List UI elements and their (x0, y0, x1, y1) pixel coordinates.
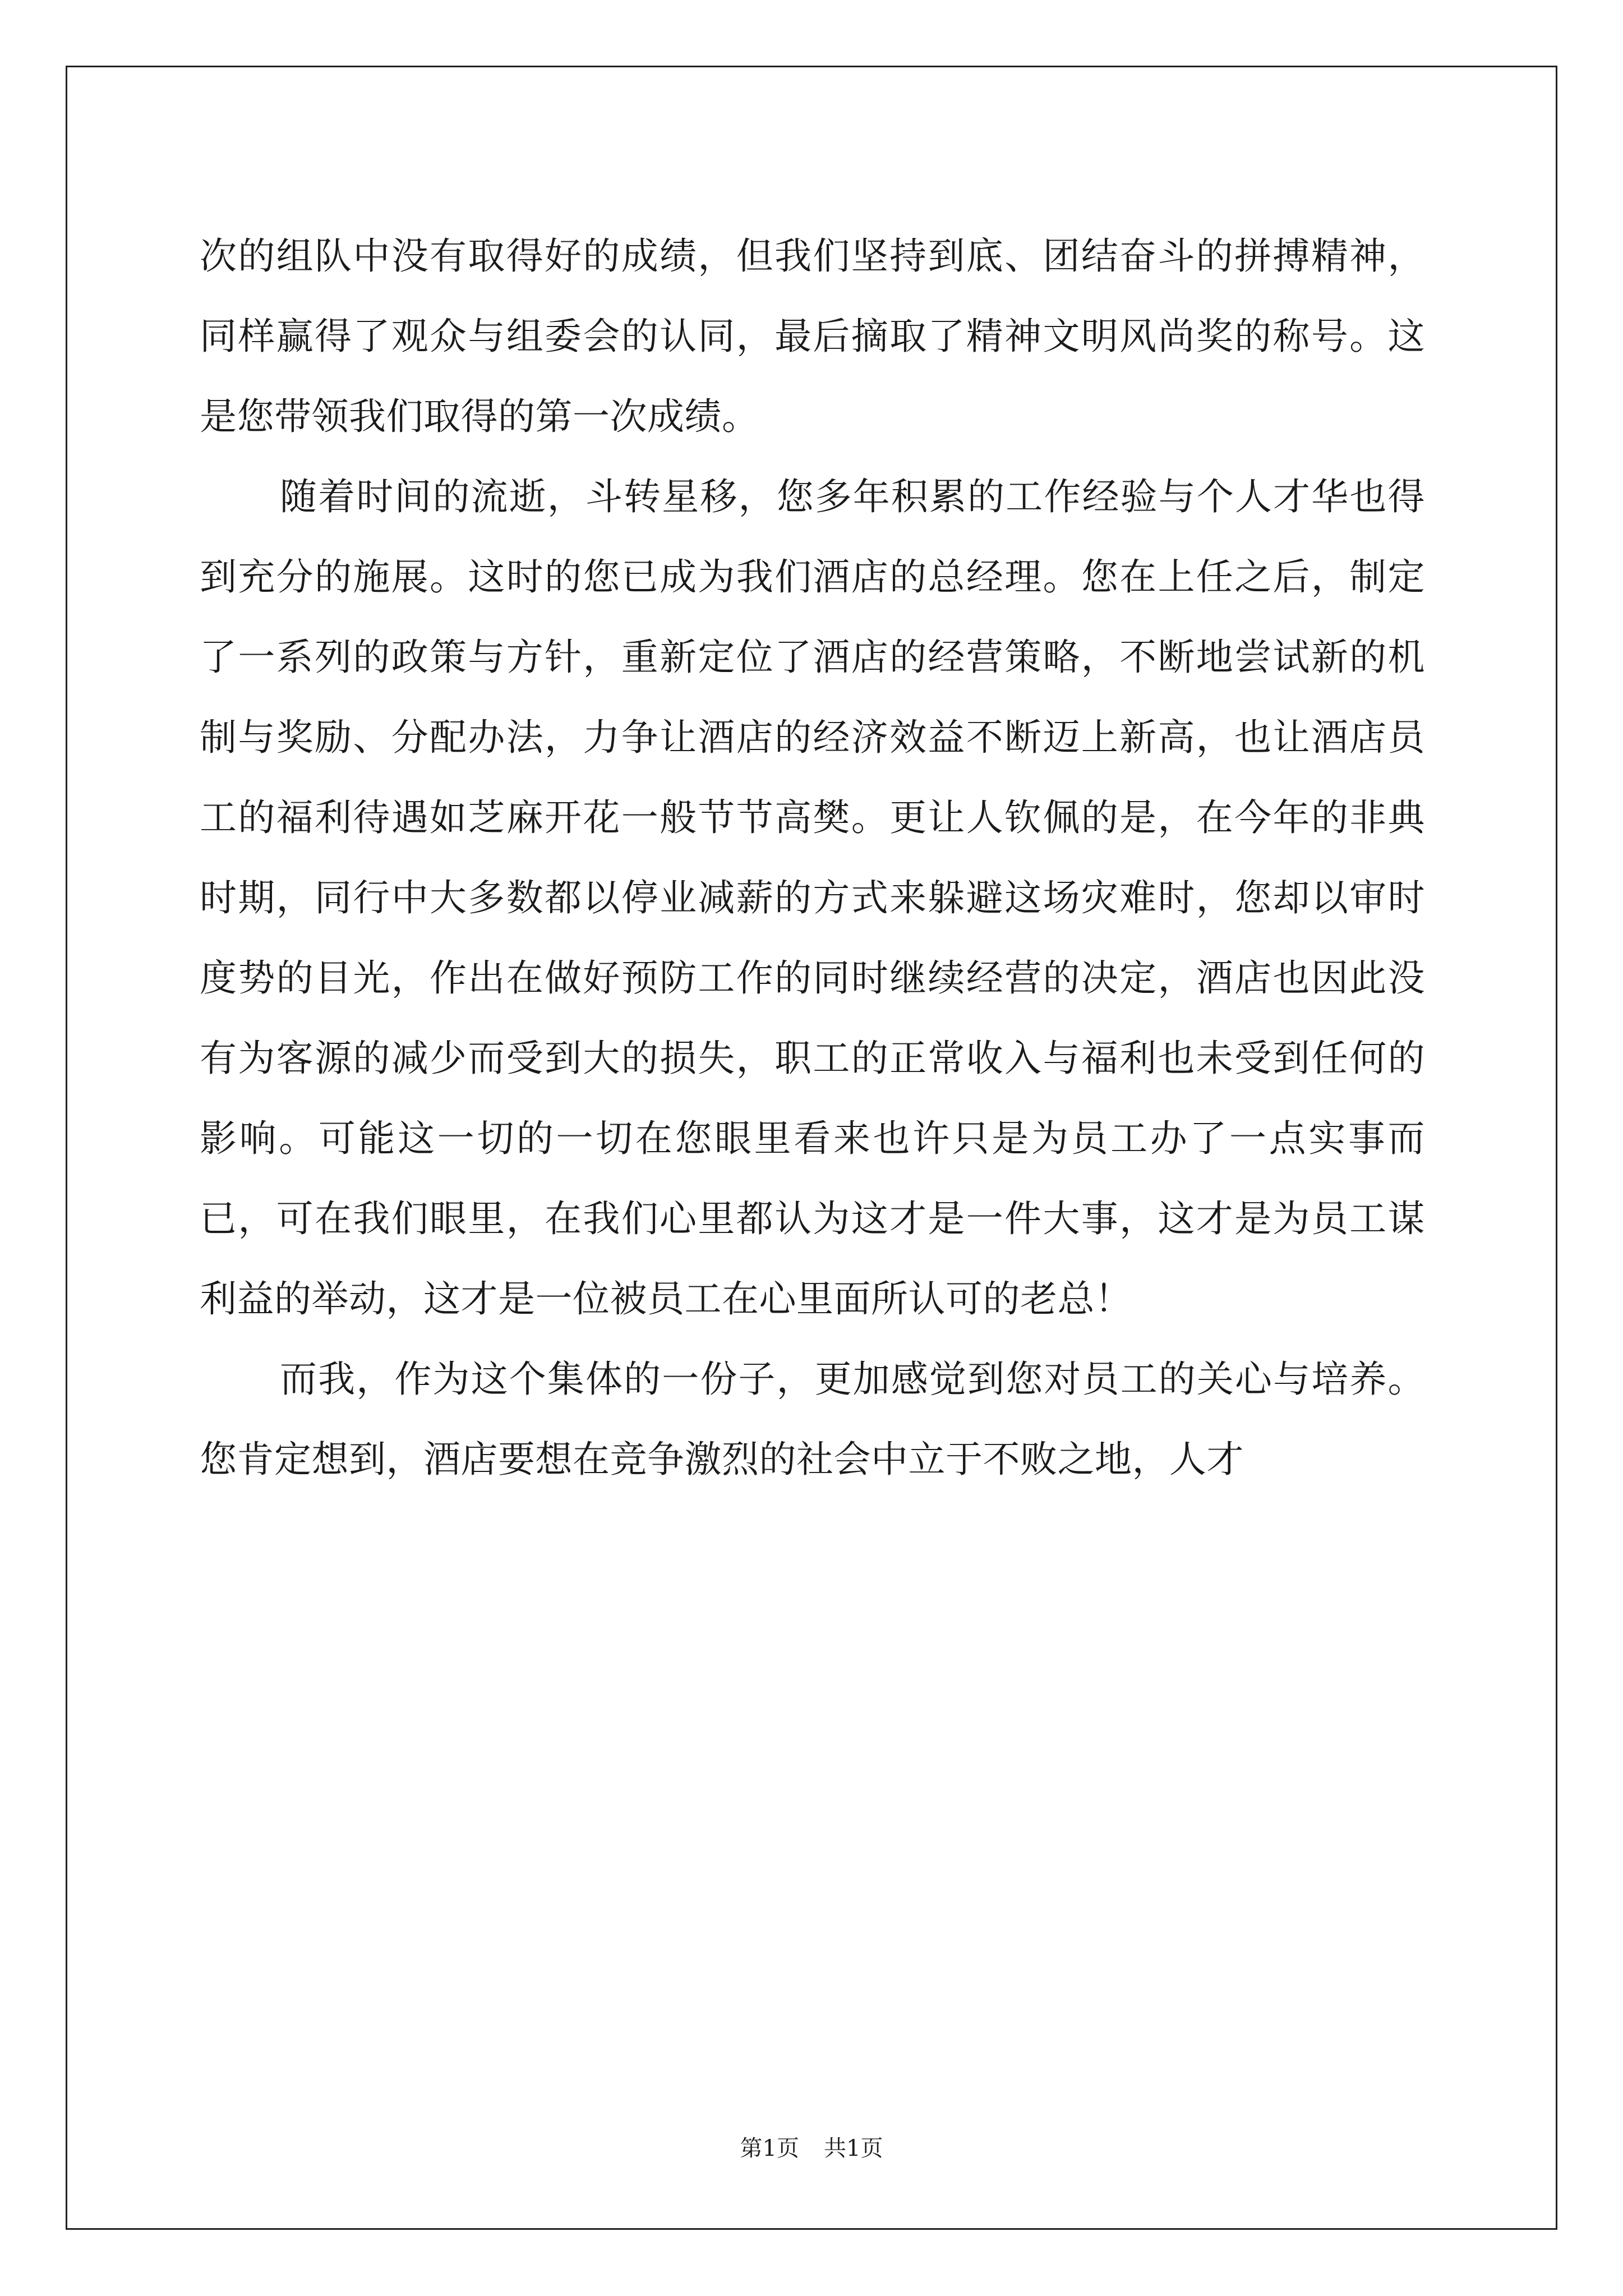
paragraph: 而我，作为这个集体的一份子，更加感觉到您对员工的关心与培养。您肯定想到，酒店要想在竞争激烈的社会中立于不败之地，人才 (200, 1358, 1425, 1481)
document-body (200, 216, 1425, 1499)
page-total: 共1页 (824, 2136, 883, 2161)
paragraph: 次的组队中没有取得好的成绩，但我们坚持到底、团结奋斗的拼搏精神，同样赢得了观众与组委会的认同，最后摘取了精神文明风尚奖的称号。这是您带领我们取得的第一次成绩。 (200, 234, 1425, 438)
page-footer (0, 2132, 1623, 2165)
paragraph: 随着时间的流逝，斗转星移，您多年积累的工作经验与个人才华也得到充分的施展。这时的您已成为我们酒店的总经理。您在上任之后，制定了一系列的政策与方针，重新定位了酒店的经营策略，不断地尝试新的机制与奖励、分配办法，力争让酒店的经济效益不断迈上新高，也让酒店员工的福利待遇如芝麻开花一般节节高樊。更让人钦佩的是，在今年的非典时期，同行中大多数都以停业减薪的方式来躲避这场灾难时，您却以审时度势的目光，作出在做好预防工作的同时继续经营的决定，酒店也因此没有为客源的减少而受到大的损失，职工的正常收入与福利也未受到任何的影响。可能这一切的一切在您眼里看来也许只是为员工办了一点实事而已，可在我们眼里，在我们心里都认为这才是一件大事，这才是为员工谋利益的举动，这才是一位被员工在心里面所认可的老总！ (200, 475, 1425, 1320)
page-number: 第1页 (740, 2136, 799, 2161)
